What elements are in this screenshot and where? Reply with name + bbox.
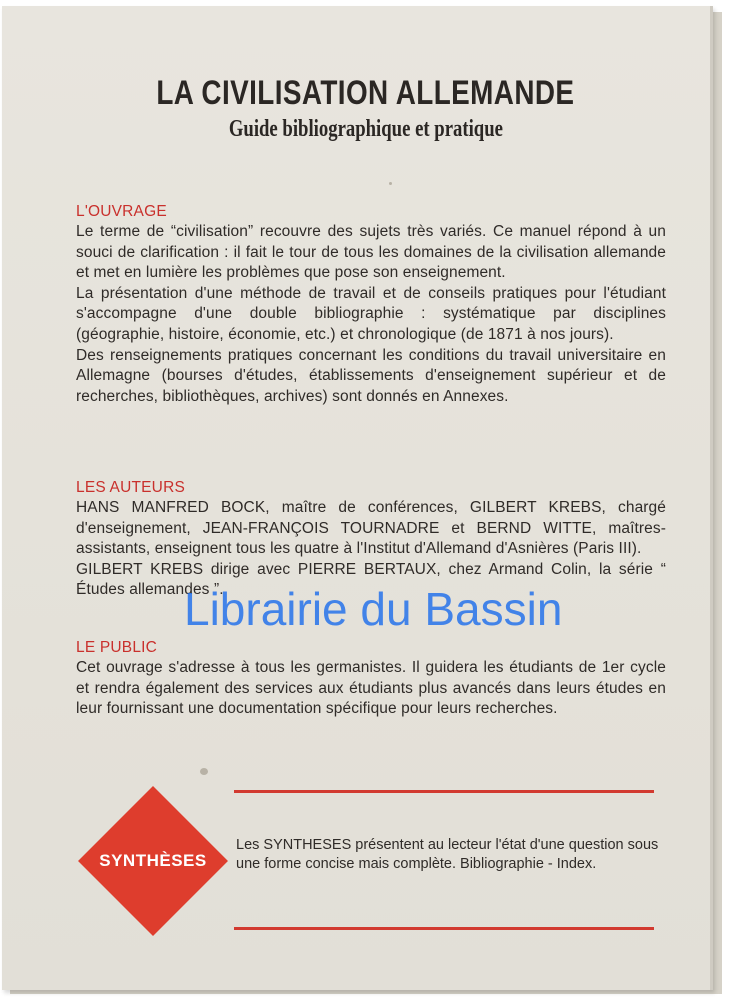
- paragraph: Des renseignements pratiques concernant les conditions du travail universitaire en Allemagne (bourses d'études, établissements d'enseignement supérieur et de recherches, bibliothèques, archives) sont donnés en Annexes.: [76, 346, 666, 405]
- paragraph: Le terme de “civilisation” recouvre des sujets très variés. Ce manuel répond à un souci de clarification : il fait le tour de tous les domaines de la civilisation allemande et met en lumière les problèmes que pose son enseignement.: [76, 223, 666, 282]
- section-heading-public: LE PUBLIC: [76, 639, 158, 656]
- section-ouvrage: [76, 202, 666, 407]
- section-heading-auteurs: LES AUTEURS: [76, 479, 186, 496]
- watermark-text: Librairie du Bassin: [184, 583, 563, 635]
- book-subtitle: Guide bibliographique et pratique: [228, 116, 503, 142]
- section-public: [76, 638, 666, 720]
- syntheses-logo-label: SYNTHÈSES: [99, 851, 207, 870]
- series-description: Les SYNTHESES présentent au lecteur l'état d'une question sous une forme concise mais complète. Bibliographie - Index.: [236, 837, 659, 872]
- paper-speck: [200, 768, 208, 775]
- paragraph: Cet ouvrage s'adresse à tous les germanistes. Il guidera les étudiants de 1er cycle et rendra également des services aux étudiants plus avancés dans leurs études en leur fournissant une documentation spécifique pour leurs recherches.: [76, 659, 666, 718]
- bottom-red-rule: [234, 927, 654, 930]
- paragraph: La présentation d'une méthode de travail et de conseils pratiques pour l'étudiant s'accompagne d'une double bibliographie : systématique par disciplines (géographie, histoire, économie, etc.) et chronologique (de 1871 à nos jours).: [76, 284, 666, 343]
- paragraph: HANS MANFRED BOCK, maître de conférences, GILBERT KREBS, chargé d'enseignement, JEAN-FRANÇOIS TOURNADRE et BERND WITTE, maîtres-assistants, enseignent tous les quatre à l'Institut d'Allemand d'Asnières (Paris III).: [76, 499, 666, 558]
- book-title: LA CIVILISATION ALLEMANDE: [156, 74, 575, 112]
- top-red-rule: [234, 790, 654, 793]
- paper-speck: [389, 182, 392, 185]
- section-heading-ouvrage: L'OUVRAGE: [76, 203, 167, 220]
- paragraph: GILBERT KREBS dirige avec PIERRE BERTAUX, chez Armand Colin, la série “ Études allemandes ”.: [76, 560, 666, 599]
